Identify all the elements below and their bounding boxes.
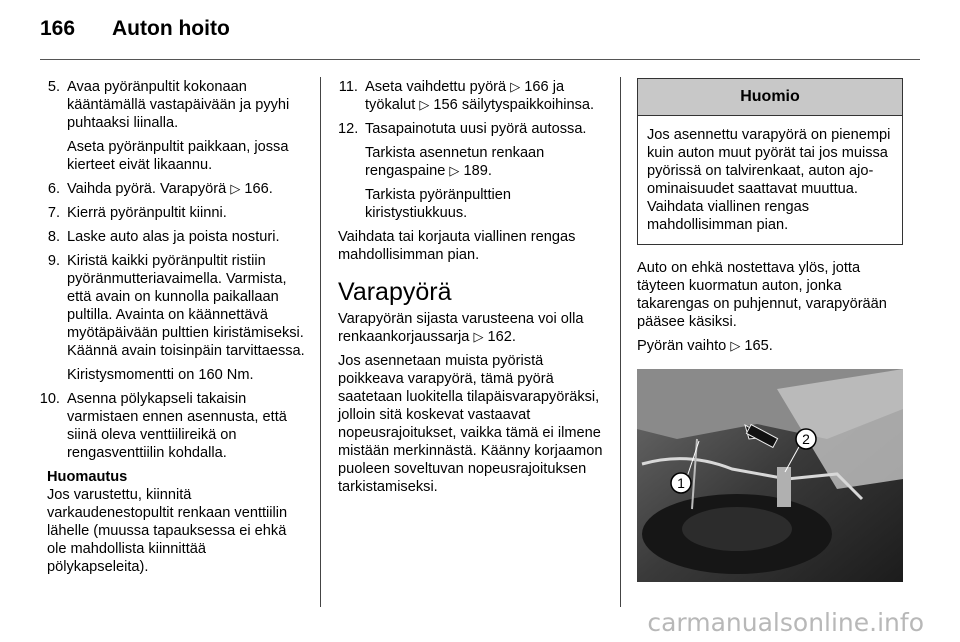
note-text: Jos varustettu, kiinnitä varkaudenestopultit renkaan venttiilin lähelle (muussa tapauksessa ei ehkä ole mahdollista kiinnittää pölykapseleita). [47,487,288,575]
step-12-subtext-2: Tarkista pyöränpulttien kiristystiukkuus. [365,187,512,221]
step-5: 5. Avaa pyöränpultit kokonaan kääntämällä vastapäivään ja pyyhi puhtaaksi liinalla. Aseta pyöränpultit paikkaan, jossa kierteet eivät likaannu. [40,78,305,174]
column-2 [338,78,606,502]
note-title: Huomautus [47,469,128,485]
step-9-subtext: Kiristysmomentti on 160 Nm. [67,367,254,383]
column-1 [40,78,305,576]
step-12: 12. Tasapainotuta uusi pyörä autossa. Tarkista asennetun renkaan rengaspaine ▷ 189. Tarkista pyöränpulttien kiristystiukkuus. [338,120,606,222]
spare-wheel-photo [637,369,903,582]
caution-title: Huomio [638,79,902,116]
header-rule [40,59,920,60]
step-6: 6. Vaihda pyörä. Varapyörä ▷ 166. [47,181,273,197]
page-ref-icon: ▷ [473,329,484,344]
paragraph: Auto on ehkä nostettava ylös, jotta täyteen kuormatun auton, jonka takarengas on puhjennut, varapyörään pääsee käsiksi. [637,260,887,330]
watermark: carmanualsonline.info [647,608,924,637]
column-3 [637,78,903,587]
paragraph: Pyörän vaihto ▷ 165. [637,338,773,354]
step-8: 8. Laske auto alas ja poista nosturi. [47,229,280,245]
wheel-rim [682,507,792,551]
page-header [40,17,230,41]
page-number: 166 [40,17,76,40]
page-ref-icon: ▷ [510,79,521,94]
section-heading: Varapyörä [338,278,452,306]
paragraph: Vaihdata tai korjauta viallinen rengas mahdollisimman pian. [338,229,576,263]
page-ref-icon: ▷ [449,163,460,178]
winch-mechanism [777,467,791,507]
step-10: 10. Asenna pölykapseli takaisin varmistaen ennen asennusta, että siinä oleva venttiilireikä on rengasventtiilin kohdalla. [39,391,287,461]
step-11: 11. Aseta vaihdettu pyörä ▷ 166 ja työkalut ▷ 156 säilytyspaikkoihinsa. [338,79,595,113]
page-ref-icon: ▷ [419,97,430,112]
column-divider-2 [620,77,621,607]
column-divider-1 [320,77,321,607]
page-ref-link[interactable]: 156 säilytyspaikkoihinsa. [433,97,595,113]
page-ref-link[interactable]: 166. [244,181,273,197]
page-ref-link[interactable]: 189. [463,163,492,179]
page-ref-link[interactable]: 166 ja [524,79,565,95]
page-ref-link[interactable]: 165. [744,338,773,354]
step-9: 9. Kiristä kaikki pyöränpultit ristiin pyöränmutteriavaimella. Varmista, että avain on kunnolla paikallaan pultilla. Avainta on käännettävä myötäpäivään pulttien kiristämiseksi. Käännä avain toisinpäin tarvittaessa. Kiristysmomentti on 160 Nm. [47,253,305,383]
page-title: Auton hoito [112,17,230,40]
note [40,468,305,576]
step-7: 7. Kierrä pyöränpultit kiinni. [47,205,227,221]
step-5-subtext: Aseta pyöränpultit paikkaan, jossa kierteet eivät likaannu. [67,139,289,173]
page-ref-link[interactable]: 162. [487,329,516,345]
step-12-subtext-1: Tarkista asennetun renkaan rengaspaine ▷ 189. [365,145,545,179]
callout-1: 1 [677,475,685,491]
paragraph: Varapyörän sijasta varusteena voi olla renkaankorjaussarja ▷ 162. [338,311,584,345]
caution-text: Jos asennettu varapyörä on pienempi kuin auton muut pyörät tai jos muissa pyörissä on talvirenkaat, auton ajo-ominaisuudet saattavat muuttua. Vaihdata viallinen rengas mahdollisimman pian. [647,127,891,233]
step-5-text: Avaa pyöränpultit kokonaan kääntämällä vastapäivään ja pyyhi puhtaaksi liinalla. [67,79,290,131]
caution-box [637,78,903,245]
paragraph: Jos asennetaan muista pyöristä poikkeava varapyörä, tämä pyörä saatetaan luokitella tilapäisvarapyöräksi, jolloin sitä koskevat vastaavat nopeusrajoitukset, vaikka tämä ei ilmene mistään merkinnästä. Käänny korjaamon puoleen soveltuvan nopeusrajoituksen tarkistamiseksi. [338,353,603,495]
callout-2: 2 [802,431,810,447]
page-ref-icon: ▷ [730,338,741,353]
page-ref-icon: ▷ [230,181,241,196]
